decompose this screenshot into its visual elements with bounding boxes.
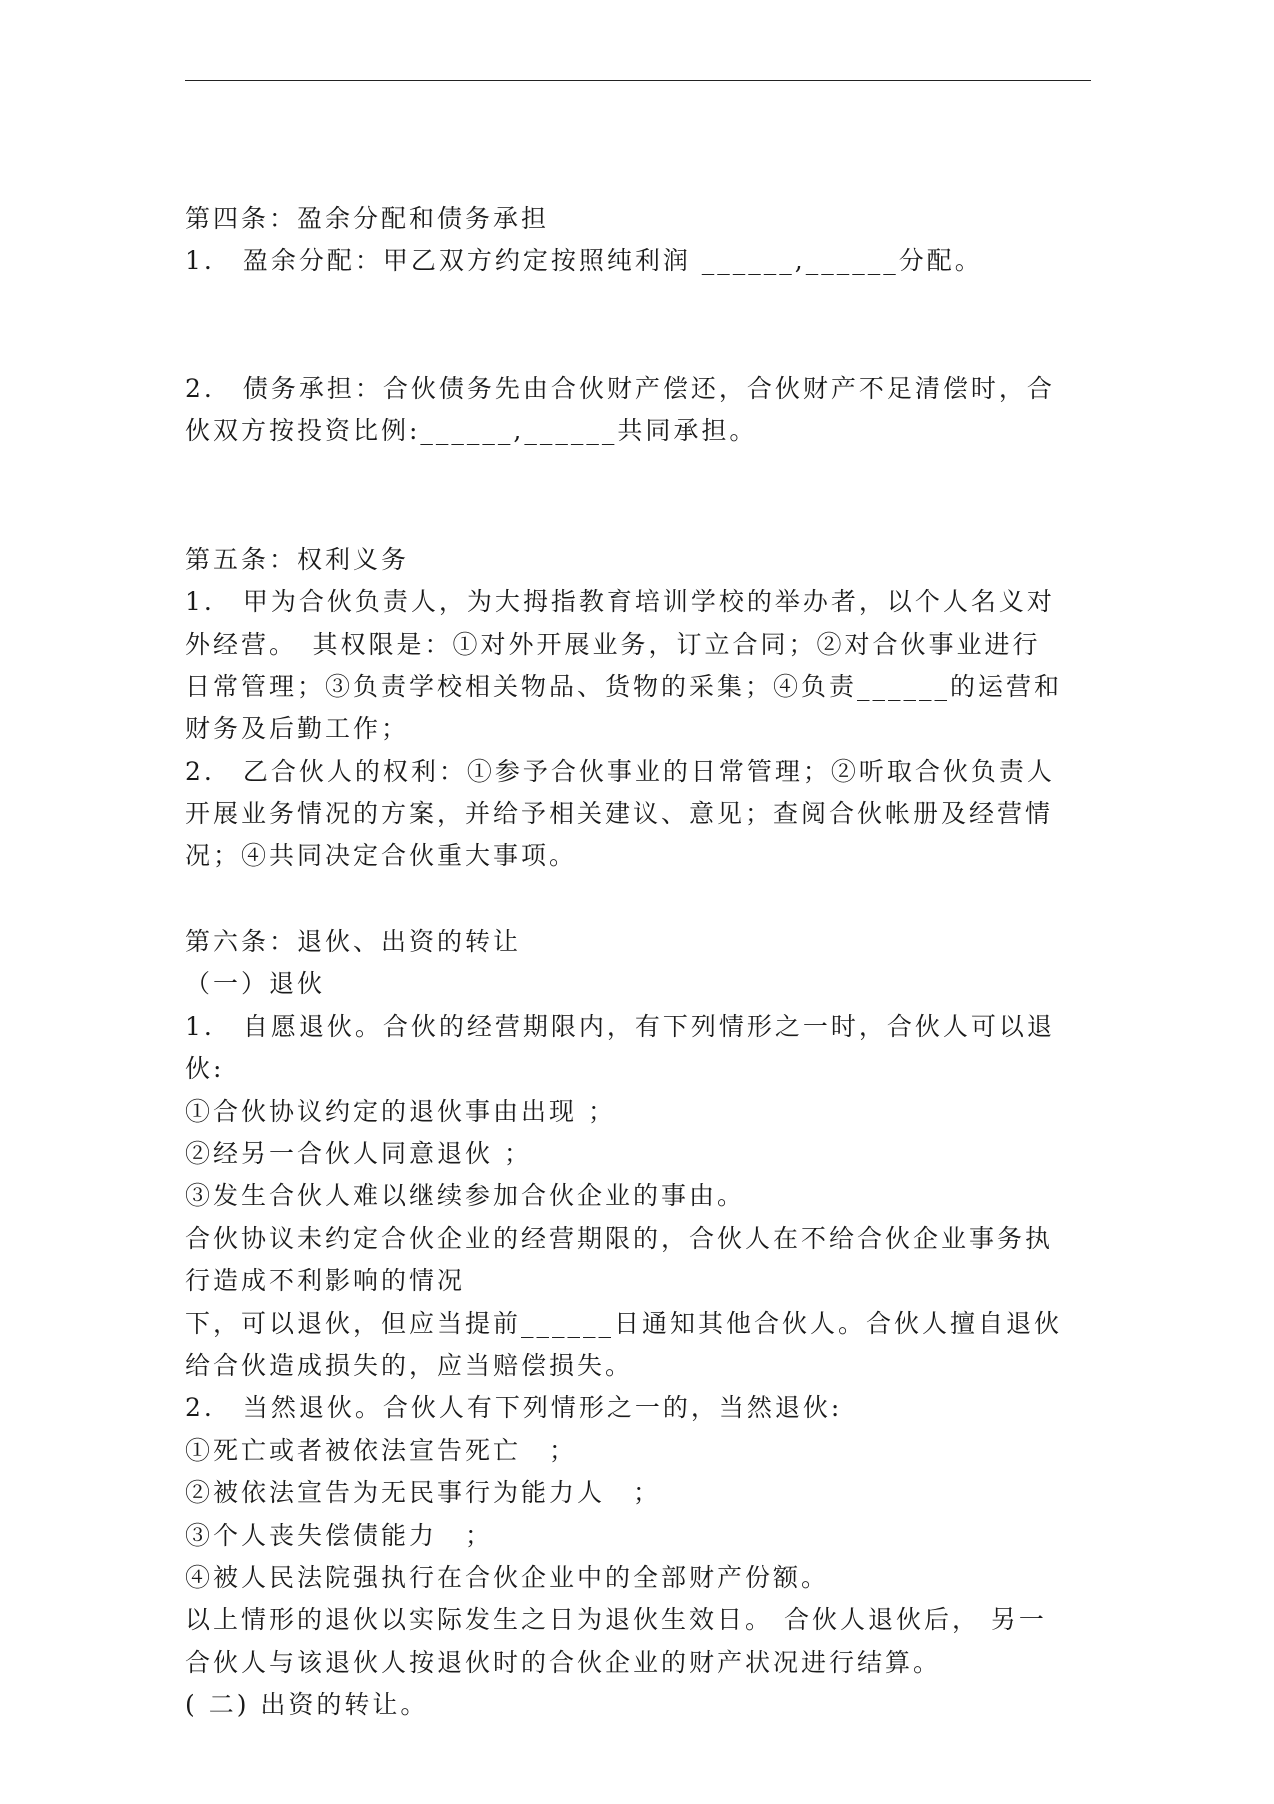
settlement-clause-line-1: 以上情形的退伙以实际发生之日为退伙生效日。 合伙人退伙后， 另一 <box>185 1605 1047 1634</box>
withdrawal-condition-3: ③发生合伙人难以继续参加合伙企业的事由。 <box>185 1181 746 1210</box>
automatic-condition-3: ③个人丧失偿债能力 ； <box>185 1521 494 1550</box>
automatic-withdrawal-line: 2. 当然退伙。合伙人有下列情形之一的，当然退伙: <box>185 1393 843 1422</box>
withdrawal-condition-1: ①合伙协议约定的退伙事由出现 ； <box>185 1097 616 1126</box>
no-term-clause-line-4: 给合伙造成损失的，应当赔偿损失。 <box>185 1351 634 1380</box>
rights-clause-1-line-4: 财务及后勤工作； <box>185 714 410 743</box>
header-rule <box>185 80 1091 81</box>
rights-clause-2-line-1: 2. 乙合伙人的权利：①参予合伙事业的日常管理；②听取合伙负责人 <box>185 757 1055 786</box>
voluntary-withdrawal-line-1: 1. 自愿退伙。合伙的经营期限内，有下列情形之一时，合伙人可以退 <box>185 1012 1055 1041</box>
rights-clause-2-line-3: 况；④共同决定合伙重大事项。 <box>185 841 578 870</box>
no-term-clause-line-2: 行造成不利影响的情况 <box>185 1266 466 1295</box>
settlement-clause-line-2: 合伙人与该退伙人按退伙时的合伙企业的财产状况进行结算。 <box>185 1648 942 1677</box>
no-term-clause-line-1: 合伙协议未约定合伙企业的经营期限的，合伙人在不给合伙企业事务执 <box>185 1224 1054 1253</box>
rights-clause-1-line-3: 日常管理；③负责学校相关物品、货物的采集；④负责______的运营和 <box>185 672 1063 701</box>
voluntary-withdrawal-line-2: 伙: <box>185 1054 225 1083</box>
rights-clause-1-line-1: 1. 甲为合伙负责人，为大拇指教育培训学校的举办者，以个人名义对 <box>185 587 1055 616</box>
automatic-condition-4: ④被人民法院强执行在合伙企业中的全部财产份额。 <box>185 1563 830 1592</box>
debt-clause-line-2: 伙双方按投资比例:______,______共同承担。 <box>185 416 758 445</box>
automatic-condition-1: ①死亡或者被依法宣告死亡 ； <box>185 1436 578 1465</box>
profit-distribution-clause: 1. 盈余分配：甲乙双方约定按照纯利润 ______,______分配。 <box>185 246 983 275</box>
no-term-clause-line-3: 下，可以退伙，但应当提前______日通知其他合伙人。合伙人擅自退伙 <box>185 1309 1063 1338</box>
rights-clause-1-line-2: 外经营。 其权限是：①对外开展业务，订立合同；②对合伙事业进行 <box>185 630 1041 659</box>
article-6-heading: 第六条：退伙、出资的转让 <box>185 927 522 956</box>
article-5-heading: 第五条：权利义务 <box>185 545 410 574</box>
article-4-heading: 第四条：盈余分配和债务承担 <box>185 204 550 233</box>
debt-clause-line-1: 2. 债务承担：合伙债务先由合伙财产偿还，合伙财产不足清偿时，合 <box>185 374 1055 403</box>
transfer-subheading: ( 二) 出资的转让。 <box>185 1690 429 1719</box>
rights-clause-2-line-2: 开展业务情况的方案，并给予相关建议、意见；查阅合伙帐册及经营情 <box>185 799 1054 828</box>
withdrawal-subheading: （一）退伙 <box>185 969 326 998</box>
withdrawal-condition-2: ②经另一合伙人同意退伙 ； <box>185 1139 532 1168</box>
automatic-condition-2: ②被依法宣告为无民事行为能力人 ； <box>185 1478 662 1507</box>
